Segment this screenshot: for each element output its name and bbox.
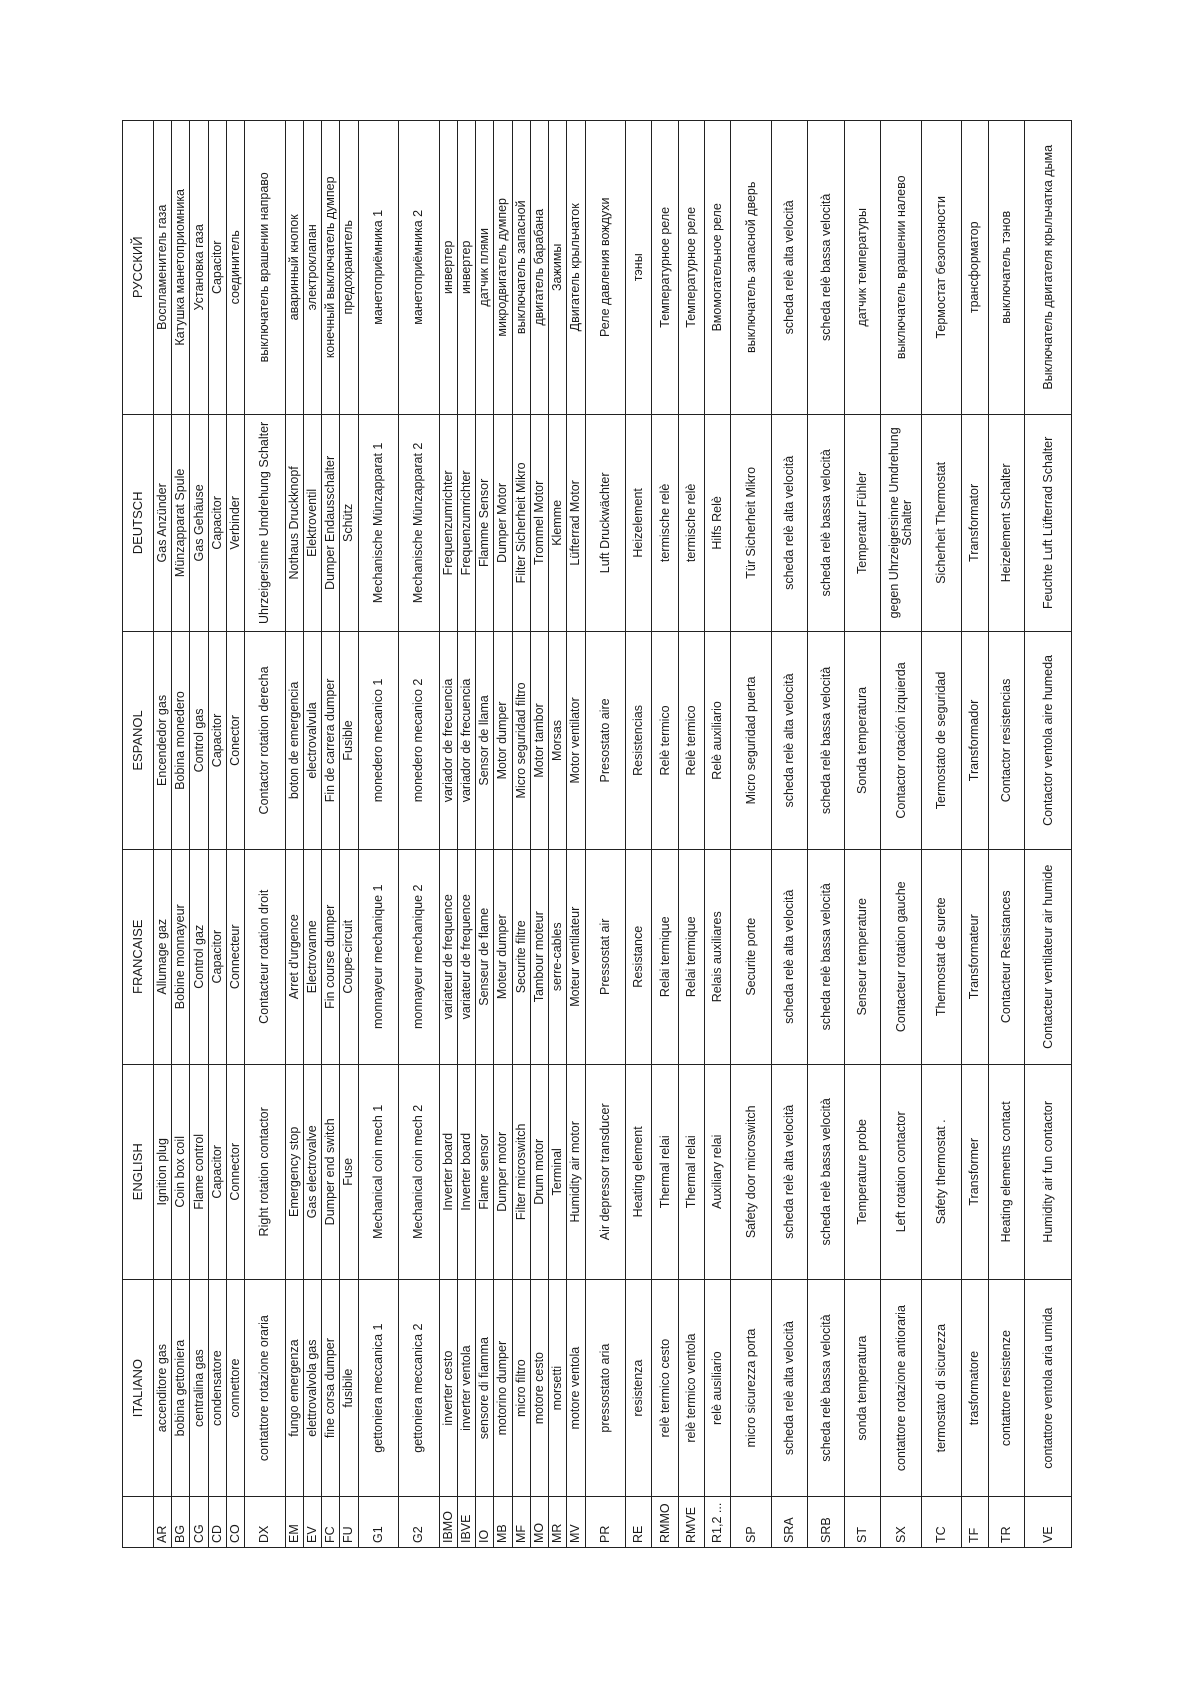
francaise-cell: variateur de frequence	[439, 849, 457, 1064]
italiano-cell: gettoniera meccanica 1	[358, 1279, 399, 1497]
code-cell: FC	[322, 1497, 340, 1548]
russkiy-cell: Установка газа	[190, 121, 208, 415]
table-row	[530, 121, 548, 1548]
deutsch-cell: Verbinder	[226, 414, 244, 632]
francaise-cell: Connecteur	[226, 849, 244, 1064]
code-cell: G1	[358, 1497, 399, 1548]
table-row	[881, 121, 922, 1548]
russkiy-cell: выключатель врашении направо	[245, 121, 286, 415]
espanol-cell: monedero mecanico 2	[399, 632, 440, 850]
espanol-cell: Bobina monedero	[172, 632, 190, 850]
code-cell: RE	[626, 1497, 652, 1548]
russkiy-cell: инвертер	[439, 121, 457, 415]
francaise-cell: monnayeur mechanique 2	[399, 849, 440, 1064]
deutsch-cell: Feuchte Luft Lüfterrad Schalter	[1025, 414, 1072, 632]
italiano-cell: trasformatore	[962, 1279, 988, 1497]
italiano-cell: bobina gettoniera	[172, 1279, 190, 1497]
table-row	[808, 121, 844, 1548]
english-cell: Auxiliary relai	[705, 1064, 731, 1279]
italiano-cell: resistenza	[626, 1279, 652, 1497]
russkiy-cell: двигатель барабана	[530, 121, 548, 415]
english-cell: Thermal relai	[678, 1064, 704, 1279]
italiano-cell: sensore di fiamma	[476, 1279, 494, 1497]
francaise-cell: monnayeur mechanique 1	[358, 849, 399, 1064]
table-row	[208, 121, 226, 1548]
espanol-cell: Capacitor	[208, 632, 226, 850]
italiano-cell: condensatore	[208, 1279, 226, 1497]
espanol-cell: Conector	[226, 632, 244, 850]
italiano-cell: relè termico cesto	[652, 1279, 678, 1497]
table-row	[585, 121, 626, 1548]
italiano-cell: inverter ventola	[457, 1279, 475, 1497]
russkiy-cell: инвертер	[457, 121, 475, 415]
espanol-cell: Micro seguridad filtro	[512, 632, 530, 850]
translation-table	[122, 120, 1072, 1548]
deutsch-cell: Heizelement Schalter	[988, 414, 1024, 632]
espanol-cell: Micro seguridad puerta	[731, 632, 772, 850]
francaise-cell: Bobine monnayeur	[172, 849, 190, 1064]
table-row	[457, 121, 475, 1548]
header-espanol: ESPANOL	[123, 632, 154, 850]
italiano-cell: scheda relè bassa velocità	[808, 1279, 844, 1497]
espanol-cell: Motor ventilator	[567, 632, 585, 850]
russkiy-cell: scheda relè bassa velocità	[808, 121, 844, 415]
code-cell: PR	[585, 1497, 626, 1548]
table-row	[626, 121, 652, 1548]
russkiy-cell: тэны	[626, 121, 652, 415]
francaise-cell: Senseur de flame	[476, 849, 494, 1064]
francaise-cell: Contacteur Resistances	[988, 849, 1024, 1064]
table-row	[154, 121, 172, 1548]
deutsch-cell: gegen Uhrzeigersinne Umdrehung Schalter	[881, 414, 922, 632]
code-cell: FU	[340, 1497, 358, 1548]
english-cell: Gas electrovalve	[303, 1064, 321, 1279]
deutsch-cell: Mechanische Münzapparat 2	[399, 414, 440, 632]
code-cell: TF	[962, 1497, 988, 1548]
italiano-cell: accenditore gas	[154, 1279, 172, 1497]
table-row	[567, 121, 585, 1548]
francaise-cell: Thermostat de surete	[921, 849, 962, 1064]
table-row	[549, 121, 567, 1548]
espanol-cell: variador de frecuencia	[457, 632, 475, 850]
english-cell: scheda relè alta velocità	[771, 1064, 807, 1279]
russkiy-cell: Зажимы	[549, 121, 567, 415]
russkiy-cell: выключатель тэнов	[988, 121, 1024, 415]
english-cell: Ignition plug	[154, 1064, 172, 1279]
deutsch-cell: Tür Sicherheit Mikro	[731, 414, 772, 632]
table-row	[172, 121, 190, 1548]
espanol-cell: Sensor de llama	[476, 632, 494, 850]
espanol-cell: Fin de carrera dumper	[322, 632, 340, 850]
deutsch-cell: Gas Anzünder	[154, 414, 172, 632]
francaise-cell: Moteur ventilateur	[567, 849, 585, 1064]
russkiy-cell: Реле давления вождухи	[585, 121, 626, 415]
espanol-cell: Sonda temperatura	[844, 632, 880, 850]
russkiy-cell: электроклапан	[303, 121, 321, 415]
francaise-cell: Relais auxiliares	[705, 849, 731, 1064]
code-cell: RMVE	[678, 1497, 704, 1548]
deutsch-cell: Luft Druckwächter	[585, 414, 626, 632]
table-row	[731, 121, 772, 1548]
italiano-cell: contattore resistenze	[988, 1279, 1024, 1497]
francaise-cell: Capacitor	[208, 849, 226, 1064]
table-row	[962, 121, 988, 1548]
francaise-cell: Contacteur rotation droit	[245, 849, 286, 1064]
english-cell: Emergency stop	[285, 1064, 303, 1279]
francaise-cell: Tambour moteur	[530, 849, 548, 1064]
italiano-cell: fusibile	[340, 1279, 358, 1497]
russkiy-cell: конечный выключатель думпер	[322, 121, 340, 415]
deutsch-cell: Dumper Endausschalter	[322, 414, 340, 632]
code-cell: IO	[476, 1497, 494, 1548]
table-row	[652, 121, 678, 1548]
italiano-cell: termostato di sicurezza	[921, 1279, 962, 1497]
header-english: ENGLISH	[123, 1064, 154, 1279]
francaise-cell: Allumage gaz	[154, 849, 172, 1064]
english-cell: Safety thermostat .	[921, 1064, 962, 1279]
english-cell: scheda relè bassa velocità	[808, 1064, 844, 1279]
code-cell: SP	[731, 1497, 772, 1548]
english-cell: Inverter board	[457, 1064, 475, 1279]
deutsch-cell: termische relè	[652, 414, 678, 632]
code-cell: EV	[303, 1497, 321, 1548]
english-cell: Left rotation contactor	[881, 1064, 922, 1279]
code-cell: MV	[567, 1497, 585, 1548]
code-cell: SRA	[771, 1497, 807, 1548]
table-row	[771, 121, 807, 1548]
table-row	[921, 121, 962, 1548]
francaise-cell: Resistance	[626, 849, 652, 1064]
russkiy-cell: микродвигатель думпер	[494, 121, 512, 415]
italiano-cell: elettrovalvola gas	[303, 1279, 321, 1497]
espanol-cell: scheda relè alta velocità	[771, 632, 807, 850]
francaise-cell: Relai termique	[652, 849, 678, 1064]
english-cell: Humidity air motor	[567, 1064, 585, 1279]
espanol-cell: Contactor resistencias	[988, 632, 1024, 850]
code-cell: AR	[154, 1497, 172, 1548]
francaise-cell: Control gaz	[190, 849, 208, 1064]
deutsch-cell: Gas Gehäuse	[190, 414, 208, 632]
header-russkiy: РУССКИЙ	[123, 121, 154, 415]
english-cell: Mechanical coin mech 2	[399, 1064, 440, 1279]
deutsch-cell: Frequenzumrichter	[439, 414, 457, 632]
code-cell: MO	[530, 1497, 548, 1548]
table-row	[512, 121, 530, 1548]
espanol-cell: Presostato aire	[585, 632, 626, 850]
english-cell: Mechanical coin mech 1	[358, 1064, 399, 1279]
code-cell: TR	[988, 1497, 1024, 1548]
deutsch-cell: Hilfs Relè	[705, 414, 731, 632]
table-row	[1025, 121, 1072, 1548]
deutsch-cell: Flamme Sensor	[476, 414, 494, 632]
english-cell: Coin box coil	[172, 1064, 190, 1279]
italiano-cell: morsetti	[549, 1279, 567, 1497]
deutsch-cell: Elektroventil	[303, 414, 321, 632]
russkiy-cell: Катушка манетоприомника	[172, 121, 190, 415]
deutsch-cell: scheda relè bassa velocità	[808, 414, 844, 632]
espanol-cell: Contactor rotación izquierda	[881, 632, 922, 850]
espanol-cell: Encendedor gas	[154, 632, 172, 850]
italiano-cell: centralina gas	[190, 1279, 208, 1497]
english-cell: Dumper motor	[494, 1064, 512, 1279]
english-cell: Capacitor	[208, 1064, 226, 1279]
espanol-cell: Relè auxiliario	[705, 632, 731, 850]
espanol-cell: electrovalvula	[303, 632, 321, 850]
english-cell: Right rotation contactor	[245, 1064, 286, 1279]
header-code	[123, 1497, 154, 1548]
russkiy-cell: scheda relè alta velocità	[771, 121, 807, 415]
code-cell: SX	[881, 1497, 922, 1548]
table-row	[358, 121, 399, 1548]
francaise-cell: Coupe-circuit	[340, 849, 358, 1064]
russkiy-cell: Capacitor	[208, 121, 226, 415]
deutsch-cell: Capacitor	[208, 414, 226, 632]
deutsch-cell: termische relè	[678, 414, 704, 632]
italiano-cell: sonda temperatura	[844, 1279, 880, 1497]
deutsch-cell: Nothaus Druckknopf	[285, 414, 303, 632]
english-cell: Terminal	[549, 1064, 567, 1279]
deutsch-cell: Trommel Motor	[530, 414, 548, 632]
francaise-cell: Electrovanne	[303, 849, 321, 1064]
deutsch-cell: Münzapparat Spule	[172, 414, 190, 632]
espanol-cell: Motor tambor	[530, 632, 548, 850]
russkiy-cell: выключатель запасной	[512, 121, 530, 415]
english-cell: Safety door microswitch	[731, 1064, 772, 1279]
russkiy-cell: трансформатор	[962, 121, 988, 415]
english-cell: Heating element	[626, 1064, 652, 1279]
english-cell: Drum motor	[530, 1064, 548, 1279]
espanol-cell: Relè termico	[652, 632, 678, 850]
francaise-cell: Contacteur ventilateur air humide	[1025, 849, 1072, 1064]
code-cell: CG	[190, 1497, 208, 1548]
francaise-cell: scheda relè alta velocità	[771, 849, 807, 1064]
english-cell: Heating elements contact	[988, 1064, 1024, 1279]
deutsch-cell: Schütz	[340, 414, 358, 632]
francaise-cell: Contacteur rotation gauche	[881, 849, 922, 1064]
header-deutsch: DEUTSCH	[123, 414, 154, 632]
english-cell: Dumper end switch	[322, 1064, 340, 1279]
italiano-cell: gettoniera meccanica 2	[399, 1279, 440, 1497]
english-cell: Humidity air fun contactor	[1025, 1064, 1072, 1279]
francaise-cell: Securite filtre	[512, 849, 530, 1064]
document-page	[122, 120, 1072, 1548]
english-cell: Fuse	[340, 1064, 358, 1279]
francaise-cell: Fin course dumper	[322, 849, 340, 1064]
english-cell: Flame control	[190, 1064, 208, 1279]
espanol-cell: Motor dumper	[494, 632, 512, 850]
code-cell: BG	[172, 1497, 190, 1548]
russkiy-cell: Двигатель крыльчаток	[567, 121, 585, 415]
russkiy-cell: манетоприёмника 2	[399, 121, 440, 415]
espanol-cell: Morsas	[549, 632, 567, 850]
espanol-cell: Fusible	[340, 632, 358, 850]
code-cell: MF	[512, 1497, 530, 1548]
italiano-cell: inverter cesto	[439, 1279, 457, 1497]
italiano-cell: motorino dumper	[494, 1279, 512, 1497]
code-cell: CO	[226, 1497, 244, 1548]
espanol-cell: monedero mecanico 1	[358, 632, 399, 850]
table-row	[245, 121, 286, 1548]
table-row	[705, 121, 731, 1548]
francaise-cell: serre-cables	[549, 849, 567, 1064]
deutsch-cell: Sicherheit Thermostat	[921, 414, 962, 632]
english-cell: Flame sensor	[476, 1064, 494, 1279]
code-cell: G2	[399, 1497, 440, 1548]
header-row	[123, 121, 154, 1548]
code-cell: IBVE	[457, 1497, 475, 1548]
espanol-cell: boton de emergencia	[285, 632, 303, 850]
francaise-cell: Moteur dumper	[494, 849, 512, 1064]
code-cell: SRB	[808, 1497, 844, 1548]
deutsch-cell: Frequenzumrichter	[457, 414, 475, 632]
francaise-cell: scheda relè bassa velocità	[808, 849, 844, 1064]
code-cell: ST	[844, 1497, 880, 1548]
deutsch-cell: Temperatur Fühler	[844, 414, 880, 632]
russkiy-cell: Выключатель двигателя крыльчатка дыма	[1025, 121, 1072, 415]
table-row	[844, 121, 880, 1548]
english-cell: Transformer	[962, 1064, 988, 1279]
table-row	[399, 121, 440, 1548]
italiano-cell: contattore ventola aria umida	[1025, 1279, 1072, 1497]
russkiy-cell: предохранитель	[340, 121, 358, 415]
table-row	[285, 121, 303, 1548]
italiano-cell: micro filtro	[512, 1279, 530, 1497]
italiano-cell: micro sicurezza porta	[731, 1279, 772, 1497]
italiano-cell: relè ausiliario	[705, 1279, 731, 1497]
english-cell: Temperature probe	[844, 1064, 880, 1279]
table-row	[322, 121, 340, 1548]
russkiy-cell: аваринный кнопок	[285, 121, 303, 415]
english-cell: Filter microswitch	[512, 1064, 530, 1279]
espanol-cell: Control gas	[190, 632, 208, 850]
deutsch-cell: Klemme	[549, 414, 567, 632]
francaise-cell: Securite porte	[731, 849, 772, 1064]
code-cell: EM	[285, 1497, 303, 1548]
russkiy-cell: манетоприёмника 1	[358, 121, 399, 415]
russkiy-cell: соединитель	[226, 121, 244, 415]
russkiy-cell: датчик плями	[476, 121, 494, 415]
italiano-cell: motore cesto	[530, 1279, 548, 1497]
deutsch-cell: scheda relè alta velocità	[771, 414, 807, 632]
francaise-cell: Senseur temperature	[844, 849, 880, 1064]
header-francaise: FRANCAISE	[123, 849, 154, 1064]
table-row	[678, 121, 704, 1548]
francaise-cell: variateur de frequence	[457, 849, 475, 1064]
espanol-cell: Transformador	[962, 632, 988, 850]
russkiy-cell: Вмомогательное реле	[705, 121, 731, 415]
francaise-cell: Arret d'urgence	[285, 849, 303, 1064]
deutsch-cell: Transformator	[962, 414, 988, 632]
francaise-cell: Relai termique	[678, 849, 704, 1064]
deutsch-cell: Filter Sicherheit Mikro	[512, 414, 530, 632]
francaise-cell: Pressostat air	[585, 849, 626, 1064]
deutsch-cell: Heizelement	[626, 414, 652, 632]
italiano-cell: contattore rotazione oraria	[245, 1279, 286, 1497]
russkiy-cell: Температурное реле	[652, 121, 678, 415]
espanol-cell: Resistencias	[626, 632, 652, 850]
espanol-cell: Relè termico	[678, 632, 704, 850]
italiano-cell: scheda relè alta velocità	[771, 1279, 807, 1497]
table-row	[494, 121, 512, 1548]
italiano-cell: motore ventola	[567, 1279, 585, 1497]
code-cell: MB	[494, 1497, 512, 1548]
italiano-cell: fungo emergenza	[285, 1279, 303, 1497]
espanol-cell: variador de frecuencia	[439, 632, 457, 850]
table-row	[340, 121, 358, 1548]
code-cell: IBMO	[439, 1497, 457, 1548]
code-cell: CD	[208, 1497, 226, 1548]
english-cell: Air depressor transducer	[585, 1064, 626, 1279]
deutsch-cell: Lüfterrad Motor	[567, 414, 585, 632]
code-cell: TC	[921, 1497, 962, 1548]
table-row	[303, 121, 321, 1548]
russkiy-cell: Температурное реле	[678, 121, 704, 415]
italiano-cell: fine corsa dumper	[322, 1279, 340, 1497]
table-row	[439, 121, 457, 1548]
header-italiano: ITALIANO	[123, 1279, 154, 1497]
russkiy-cell: выключатель врашении налево	[881, 121, 922, 415]
italiano-cell: pressostato aria	[585, 1279, 626, 1497]
russkiy-cell: выключатель запасной дверь	[731, 121, 772, 415]
code-cell: MR	[549, 1497, 567, 1548]
table-row	[226, 121, 244, 1548]
espanol-cell: Termostato de seguridad	[921, 632, 962, 850]
italiano-cell: connettore	[226, 1279, 244, 1497]
code-cell: VE	[1025, 1497, 1072, 1548]
deutsch-cell: Dumper Motor	[494, 414, 512, 632]
english-cell: Inverter board	[439, 1064, 457, 1279]
table-row	[476, 121, 494, 1548]
english-cell: Thermal relai	[652, 1064, 678, 1279]
italiano-cell: contattore rotazione antioraria	[881, 1279, 922, 1497]
code-cell: DX	[245, 1497, 286, 1548]
table-row	[190, 121, 208, 1548]
russkiy-cell: Термостат безопозности	[921, 121, 962, 415]
espanol-cell: scheda relè bassa velocità	[808, 632, 844, 850]
table-row	[988, 121, 1024, 1548]
espanol-cell: Contactor rotation derecha	[245, 632, 286, 850]
deutsch-cell: Uhrzeigersinne Umdrehung Schalter	[245, 414, 286, 632]
italiano-cell: relè termico ventola	[678, 1279, 704, 1497]
english-cell: Connector	[226, 1064, 244, 1279]
francaise-cell: Transformateur	[962, 849, 988, 1064]
espanol-cell: Contactor ventola aire humeda	[1025, 632, 1072, 850]
deutsch-cell: Mechanische Münzapparat 1	[358, 414, 399, 632]
russkiy-cell: датчик температуры	[844, 121, 880, 415]
russkiy-cell: Воспламенитель газа	[154, 121, 172, 415]
code-cell: R1,2 ...	[705, 1497, 731, 1548]
code-cell: RMMO	[652, 1497, 678, 1548]
